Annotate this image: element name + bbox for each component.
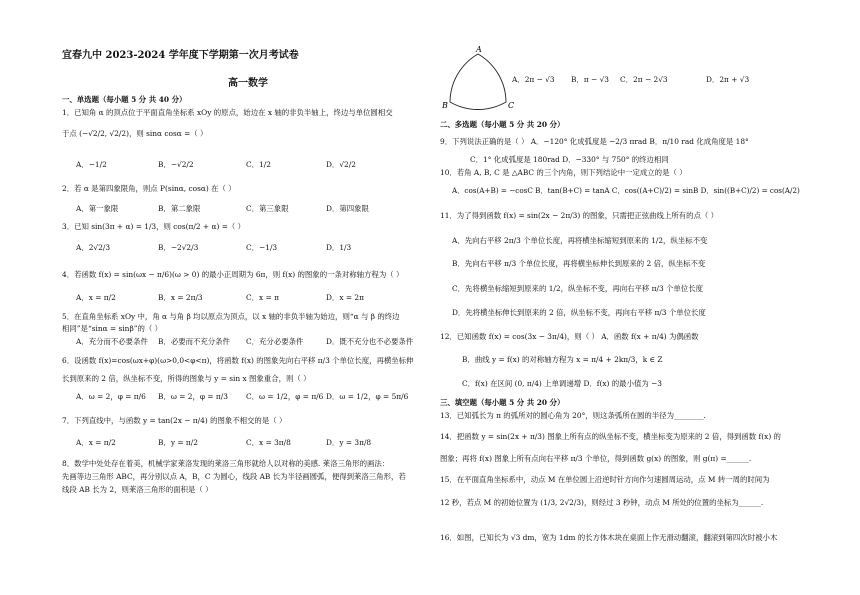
q7-option-b: B．y = π/2	[158, 438, 198, 447]
q7-text: 7．下列直线中，与函数 y = tan(2x − π/4) 的图象不相交的是（ ）	[62, 416, 287, 425]
q7-option-a: A．x = π/2	[76, 438, 116, 447]
q11-text: 11．为了得到函数 f(x) = sin(2x − 2π/3) 的图象，只需把正弦曲线上所有的点（ ）	[440, 211, 718, 220]
q1-option-d: D．√2/2	[326, 160, 356, 169]
q8-text-2: 先画等边三角形 ABC，再分别以点 A，B，C 为圆心，线段 AB 长为半径画圆弧，便得到莱洛三角形，若	[62, 472, 406, 481]
vertex-label-a: A	[476, 45, 482, 54]
q4-option-c: C．x = π	[246, 293, 279, 302]
q15-text-2: 12 秒，若点 M 的初始位置为 (1/3, 2√2/3)，则经过 3 秒钟，动点 M 所处的位置的坐标为______.	[440, 498, 764, 507]
q7-option-c: C．x = 3π/8	[246, 438, 291, 447]
q6-text: 6．设函数 f(x)=cos(ωx+φ)(ω>0,0<φ<π)，将函数 f(x) 的图象先向右平移 π/3 个单位长度，再横坐标伸	[62, 356, 414, 365]
exam-title: 宜春九中 2023-2024 学年度下学期第一次月考试卷	[62, 50, 299, 61]
q5-option-c: C．充分必要条件	[246, 337, 304, 346]
section-multi-choice: 二、多选题（每小题 5 分 共 20 分）	[440, 120, 565, 129]
section-fill-blank: 三、填空题（每小题 5 分 共 20 分）	[440, 398, 565, 407]
q2-option-a: A．第一象限	[76, 204, 119, 213]
q2-option-c: C．第三象限	[246, 204, 289, 213]
q2-option-b: B．第二象限	[158, 204, 201, 213]
exam-subtitle: 高一数学	[228, 78, 268, 89]
q7-option-d: D．y = 3π/8	[326, 438, 372, 447]
q8-text-3: 线段 AB 长为 2，则莱洛三角形的面积是（ ）	[62, 485, 213, 494]
q12-option-b: B．曲线 y = f(x) 的对称轴方程为 x = π/4 + 2kπ/3，k ∈ Z	[462, 355, 663, 364]
q4-text: 4．若函数 f(x) = sin(ωx − π/6)(ω > 0) 的最小正周期为 6π，则 f(x) 的图象的一条对称轴方程为（ ）	[62, 270, 404, 279]
reuleaux-triangle-figure	[440, 44, 520, 110]
q4-option-a: A．x = π/2	[76, 293, 116, 302]
q12-text: 12．已知函数 f(x) = cos(3x − 3π/4)，则（ ） A．函数 f(x + π/4) 为偶函数	[440, 332, 699, 341]
q5-option-a: A．充分而不必要条件	[76, 337, 148, 346]
q2-text: 2．若 α 是第四象限角，则点 P(sinα, cosα) 在（ ）	[62, 184, 236, 193]
q3-option-b: B．−2√2/3	[158, 243, 199, 252]
vertex-label-c: C	[508, 101, 515, 110]
q3-option-a: A．2√2/3	[76, 243, 111, 252]
vertex-label-b: B	[442, 101, 448, 110]
q6-option-a: A．ω = 2，φ = π/6	[76, 392, 146, 401]
q11-option-b: B．先向右平移 π/3 个单位长度，再将横坐标伸长到原来的 2 倍，纵坐标不变	[452, 259, 706, 268]
q5-option-d: D．既不充分也不必要条件	[326, 337, 414, 346]
q14-text: 14．把函数 y = sin(2x + π/3) 图象上所有点的纵坐标不变，横坐标变为原来的 2 倍，得到函数 f(x) 的	[440, 432, 781, 441]
q10-options: A．cos(A+B) = −cosC B．tan(B+C) = tanA C．cos((A+C)/2) = sinB D．sin((B+C)/2) = cos(A/2)	[452, 186, 800, 195]
q11-option-c: C．先将横坐标缩短到原来的 1/2，纵坐标不变，再向右平移 π/3 个单位长度	[452, 284, 703, 293]
q6-option-c: C．ω = 1/2，φ = π/6	[246, 392, 324, 401]
q8-option-a: A．2π − √3	[512, 75, 555, 84]
q5-option-b: B．必要而不充分条件	[158, 337, 230, 346]
q8-option-c: C．2π − 2√3	[620, 75, 668, 84]
q8-text: 8．数学中处处存在着美，机械学家莱洛发现的莱洛三角形就给人以对称的美感. 莱洛三角形的画法：	[62, 459, 390, 468]
q4-option-d: D．x = 2π	[326, 293, 364, 302]
q6-option-b: B．ω = 2，φ = π/3	[158, 392, 228, 401]
reuleaux-outline	[450, 54, 506, 110]
q10-text: 10．若角 A, B, C 是 △ABC 的三个内角，则下列结论中一定成立的是（ ）	[440, 168, 687, 177]
q1-option-c: C．1/2	[246, 160, 271, 169]
q5-text: 5．在直角坐标系 xOy 中，角 α 与角 β 均以原点为顶点，以 x 轴的非负半轴为始边，则“α 与 β 的终边	[62, 312, 400, 321]
q4-option-b: B．x = 2π/3	[158, 293, 203, 302]
q3-option-d: D．1/3	[326, 243, 352, 252]
q1-text: 1．已知角 α 的顶点位于平面直角坐标系 xOy 的原点，始边在 x 轴的非负半轴上，终边与单位圆相交	[62, 108, 393, 117]
q12-options-cd: C．f(x) 在区间 (0, π/4) 上单调递增 D．f(x) 的最小值为 −3	[462, 379, 662, 388]
q14-text-2: 图象；再将 f(x) 图象上所有点向右平移 π/3 个单位，得到函数 g(x) 的图象，则 g(π) =______.	[440, 454, 752, 463]
q3-text: 3．已知 sin(3π + α) = 1/3，则 cos(π/2 + α) =（ ）	[62, 222, 246, 231]
q5-text-2: 相同”是“sinα = sinβ”的（ ）	[62, 324, 163, 333]
q16-text: 16．如图，已知长为 √3 dm，宽为 1dm 的长方体木块在桌面上作无滑动翻滚，翻滚到第四次时被小木	[440, 533, 778, 542]
q11-option-d: D．先将横坐标伸长到原来的 2 倍，纵坐标不变，再向右平移 π/3 个单位长度	[452, 308, 706, 317]
q8-option-d: D．2π + √3	[706, 75, 750, 84]
q8-option-b: B．π − √3	[571, 75, 609, 84]
q1-text-2: 于点 (−√2/2, √2/2)，则 sinα cosα =（ ）	[62, 129, 208, 138]
q9-text: 9．下列说法正确的是（ ） A．−120° 化成弧度是 −2/3 πrad B．π/10 rad 化成角度是 18°	[440, 137, 749, 146]
q11-option-a: A．先向右平移 2π/3 个单位长度，再将横坐标缩短到原来的 1/2，纵坐标不变	[452, 236, 708, 245]
q3-option-c: C．−1/3	[246, 243, 278, 252]
q13-text: 13．已知弧长为 π 的弧所对的圆心角为 20°，则这条弧所在圆的半径为________.	[440, 411, 706, 420]
q6-text-2: 长到原来的 2 倍，纵坐标不变，所得的图象与 y = sin x 图象重合，则（ ）	[62, 374, 311, 383]
q15-text: 15．在平面直角坐标系中，动点 M 在单位圆上沿逆时针方向作匀速圆周运动，点 M 转一周的时间为	[440, 475, 770, 484]
section-single-choice: 一、单选题（每小题 5 分 共 40 分）	[62, 95, 187, 104]
q6-option-d: D．ω = 1/2，φ = 5π/6	[326, 392, 409, 401]
q1-option-b: B．−√2/2	[158, 160, 194, 169]
q1-option-a: A．−1/2	[76, 160, 107, 169]
q2-option-d: D．第四象限	[326, 204, 369, 213]
q9-options-cd: C．1° 化成弧度是 180rad D．−330° 与 750° 的终边相同	[470, 155, 669, 164]
